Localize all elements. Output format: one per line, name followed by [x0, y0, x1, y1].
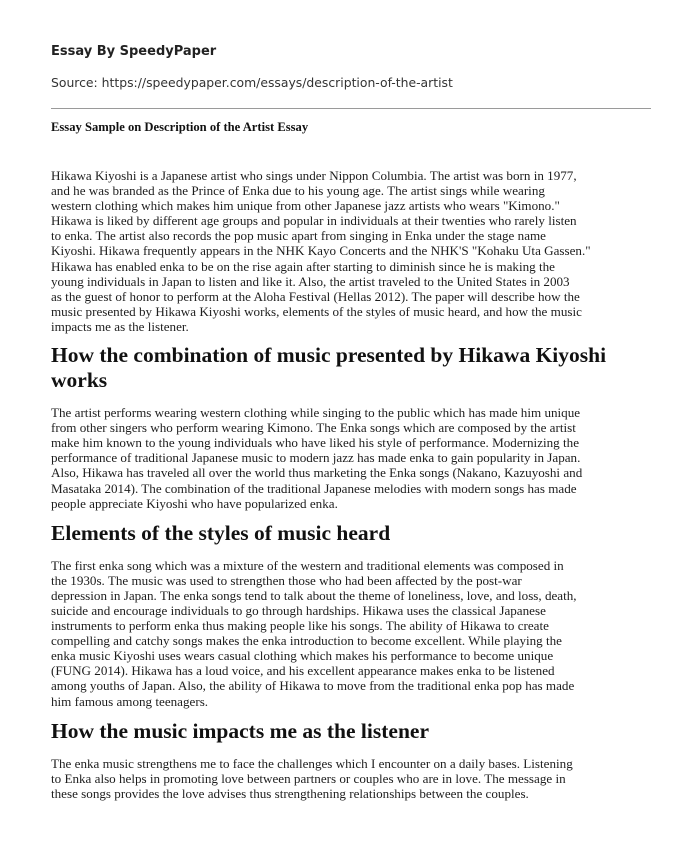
site-brand: Essay By SpeedyPaper [51, 44, 217, 59]
paragraph-line: to Enka also helps in promoting love between partners or couples who are in love. The message in [51, 770, 566, 786]
paragraph-line: The artist performs wearing western clothing while singing to the public which has made him unique [51, 405, 581, 421]
paragraph-line: instruments to perform enka thus making people like his songs. The ability of Hikawa to create [51, 618, 549, 634]
paragraph-line: people appreciate Kiyoshi who have popularized enka. [51, 495, 338, 511]
heading-line: How the combination of music presented by Hikawa Kiyoshi [51, 343, 607, 368]
paragraph-line: suicide and encourage individuals to go through hardships. Hikawa uses the classical Japanese [51, 602, 546, 618]
essay-title: Essay Sample on Description of the Artist Essay [51, 120, 309, 134]
paragraph-line: (FUNG 2014). Hikawa has a loud voice, and his excellent appearance makes enka to be listened [51, 663, 555, 679]
section-heading-impact [51, 719, 651, 744]
paragraph-line: enka music Kiyoshi uses wears casual clothing which makes his performance to become unique [51, 648, 554, 664]
paragraph-line: the 1930s. The music was used to strengthen those who had been affected by the post-war [51, 572, 522, 588]
paragraph-line: him famous among teenagers. [51, 693, 209, 709]
paragraph-line: Kiyoshi. Hikawa frequently appears in the NHK Kayo Concerts and the NHK'S "Kohaku Uta Gassen." [51, 243, 591, 259]
paragraph-line: Hikawa has enabled enka to be on the rise again after starting to diminish since he is making the [51, 258, 555, 274]
section-paragraph-impact [51, 756, 651, 801]
paragraph-line: performance of traditional Japanese music to modern jazz has made enka to gain popularity in Japan. [51, 450, 581, 466]
heading-line: How the music impacts me as the listener [51, 718, 429, 743]
section-paragraph-combination [51, 405, 651, 511]
paragraph-line: from other singers who perform wearing Kimono. The Enka songs which are composed by the artist [51, 420, 576, 436]
paragraph-line: Hikawa Kiyoshi is a Japanese artist who sings under Nippon Columbia. The artist was born in 1977, [51, 168, 577, 183]
header-divider [51, 108, 651, 109]
paragraph-line: to enka. The artist also records the pop music apart from singing in Enka under the stage name [51, 228, 546, 244]
paragraph-line: The enka music strengthens me to face the challenges which I encounter on a daily bases. Listening [51, 755, 573, 771]
paragraph-line: Hikawa is liked by different age groups and popular in individuals at their twenties who rarely listen [51, 213, 577, 229]
paragraph-line: music presented by Hikawa Kiyoshi works, elements of the styles of music heard, and how the music [51, 303, 582, 319]
paragraph-line: compelling and catchy songs makes the enka introduction to become excellent. While playing the [51, 633, 562, 649]
paragraph-line: impacts me as the listener. [51, 318, 189, 334]
paragraph-line: these songs provides the love advises thus strengthening relationships between the couples. [51, 785, 529, 801]
paragraph-line: depression in Japan. The enka songs tend to talk about the theme of loneliness, love, and loss, death, [51, 587, 577, 603]
section-heading-combination [51, 343, 651, 393]
paragraph-line: as the guest of honor to perform at the Aloha Festival (Hellas 2012). The paper will describe how the [51, 288, 580, 304]
paragraph-line: and he was branded as the Prince of Enka due to his young age. The artist sings while wearing [51, 183, 545, 199]
paragraph-line: among youths of Japan. Also, the ability of Hikawa to move from the traditional enka pop has made [51, 678, 575, 694]
intro-paragraph [51, 168, 651, 334]
heading-line: Elements of the styles of music heard [51, 520, 391, 545]
paragraph-line: Also, Hikawa has traveled all over the world thus marketing the Enka songs (Nakano, Kazuyoshi and [51, 465, 583, 481]
paragraph-line: The first enka song which was a mixture of the western and traditional elements was composed in [51, 557, 564, 573]
section-heading-elements [51, 521, 651, 546]
source-url[interactable]: Source: https://speedypaper.com/essays/description-of-the-artist [51, 75, 453, 90]
paragraph-line: young individuals in Japan to listen and like it. Also, the artist traveled to the United States in 2003 [51, 273, 570, 289]
paragraph-line: Masataka 2014). The combination of the traditional Japanese melodies with modern songs has made [51, 480, 577, 496]
paragraph-line: make him known to the young individuals who have liked his style of performance. Modernizing the [51, 435, 580, 451]
section-paragraph-elements [51, 558, 651, 709]
essay-body [51, 168, 651, 801]
paragraph-line: western clothing which makes him unique from other Japanese jazz artists who wears "Kimono." [51, 198, 560, 214]
heading-line: works [51, 368, 108, 393]
